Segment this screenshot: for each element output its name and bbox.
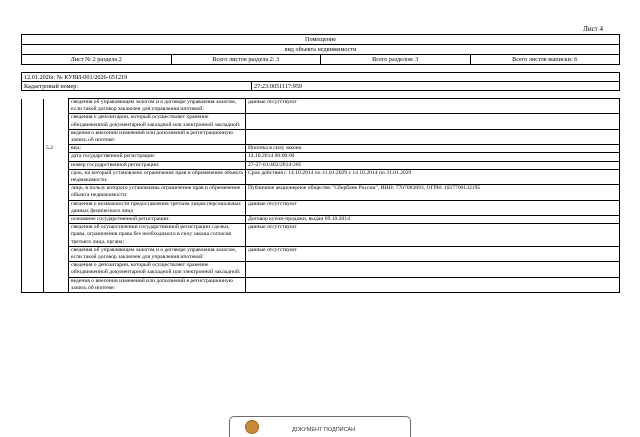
row-subsection <box>44 153 69 161</box>
row-label: вид: <box>69 145 246 153</box>
table-row <box>22 246 620 261</box>
row-number <box>22 224 44 247</box>
row-label: лицо, в пользу которого установлены ограничение прав и обременение объекта недвижимости: <box>69 185 246 200</box>
table-row <box>22 169 620 184</box>
sheet-number: Лист 4 <box>583 25 603 33</box>
row-value: данные отсутствуют <box>246 200 620 215</box>
row-subsection <box>44 216 69 224</box>
row-label: сведения о возможности предоставления третьим лицам персональных данных физического лица <box>69 200 246 215</box>
info-table <box>21 72 620 91</box>
row-subsection <box>44 200 69 215</box>
stamp-text: ДОКУМЕНТ ПОДПИСАН <box>292 427 356 433</box>
row-label: сведения об управляющем залогом и о договоре управления залогом, если такой договор заключен для управления ипотекой: <box>69 246 246 261</box>
table-row <box>22 224 620 247</box>
total-sheets-section: Всего листов раздела 2: 3 <box>171 55 321 65</box>
row-subsection <box>44 169 69 184</box>
row-value: Ипотека в силу закона <box>246 145 620 153</box>
section-name: вид объекта недвижимости <box>22 45 620 55</box>
row-number <box>22 216 44 224</box>
row-value <box>246 262 620 277</box>
row-value: данные отсутствуют <box>246 224 620 247</box>
row-subsection <box>44 262 69 277</box>
row-value: Срок действия с 14.10.2014 по 31.01.2029 с 14.10.2014 по 31.01.2029 <box>246 169 620 184</box>
table-row <box>22 185 620 200</box>
row-subsection <box>44 185 69 200</box>
row-number <box>22 262 44 277</box>
cadastral-label: Кадастровый номер: <box>22 82 252 91</box>
row-value <box>246 129 620 144</box>
header-table <box>21 34 620 65</box>
row-label: сведения об осуществлении государственной регистрации сделки, права, ограничения права без необходимого в силу закона согласия третьего лица, органа: <box>69 224 246 247</box>
row-number <box>22 153 44 161</box>
sheet-of-section: Лист № 2 раздела 2 <box>22 55 172 65</box>
row-value: 27-27-01/483/2014-205 <box>246 161 620 169</box>
table-row <box>22 153 620 161</box>
table-row <box>22 277 620 292</box>
row-number <box>22 200 44 215</box>
table-row <box>22 129 620 144</box>
signature-stamp <box>229 416 411 437</box>
row-value: Договор купли-продажи, выдан 09.10.2014 <box>246 216 620 224</box>
row-value <box>246 277 620 292</box>
doc-reference: 12.01.2026г. № КУВИ-001/2026-651219 <box>22 73 620 82</box>
row-number <box>22 161 44 169</box>
row-number <box>22 99 44 114</box>
row-number <box>22 185 44 200</box>
row-label: срок, на который установлено ограничение прав и обременение объекта недвижимости: <box>69 169 246 184</box>
row-value <box>246 114 620 129</box>
row-number <box>22 246 44 261</box>
table-row <box>22 262 620 277</box>
row-subsection <box>44 114 69 129</box>
row-subsection <box>44 277 69 292</box>
row-label: дата государственной регистрации: <box>69 153 246 161</box>
row-value: Публичное акционерное общество "Сбербанк России", ИНН: 7707083893, ОГРН: 1027700132195 <box>246 185 620 200</box>
row-number <box>22 129 44 144</box>
table-row <box>22 145 620 153</box>
table-row <box>22 99 620 114</box>
row-subsection <box>44 246 69 261</box>
table-row <box>22 216 620 224</box>
table-row <box>22 161 620 169</box>
row-subsection <box>44 129 69 144</box>
row-value: 14.10.2014 00:00:00 <box>246 153 620 161</box>
row-label: основание государственной регистрации: <box>69 216 246 224</box>
row-subsection <box>44 224 69 247</box>
row-subsection: 5.2 <box>44 145 69 153</box>
cadastral-value: 27:23:0051117:959 <box>252 82 620 91</box>
total-sheets-extract: Всего листов выписки: 6 <box>470 55 620 65</box>
row-number <box>22 169 44 184</box>
encumbrance-table <box>21 98 620 293</box>
total-sections: Всего разделов: 3 <box>321 55 471 65</box>
row-number <box>22 114 44 129</box>
row-number <box>22 145 44 153</box>
row-subsection <box>44 99 69 114</box>
table-row <box>22 200 620 215</box>
row-value: данные отсутствуют <box>246 99 620 114</box>
emblem-icon <box>245 420 259 434</box>
row-value: данные отсутствуют <box>246 246 620 261</box>
row-label: номер государственной регистрации: <box>69 161 246 169</box>
row-label: сведения о депозитарии, который осуществляет хранение обездвиженной документарной закладной или электронной закладной: <box>69 114 246 129</box>
row-subsection <box>44 161 69 169</box>
row-number <box>22 277 44 292</box>
row-label: сведения об управляющем залогом и о договоре управления залогом, если такой договор заключен для управления ипотекой: <box>69 99 246 114</box>
object-type: Помещение <box>22 35 620 45</box>
table-row <box>22 114 620 129</box>
row-label: ведения о внесении изменений или дополнений в регистрационную запись об ипотеке: <box>69 277 246 292</box>
row-label: ведения о внесении изменений или дополнений в регистрационную запись об ипотеке: <box>69 129 246 144</box>
row-label: сведения о депозитарии, который осуществляет хранение обездвиженной документарной закладной или электронной закладной: <box>69 262 246 277</box>
